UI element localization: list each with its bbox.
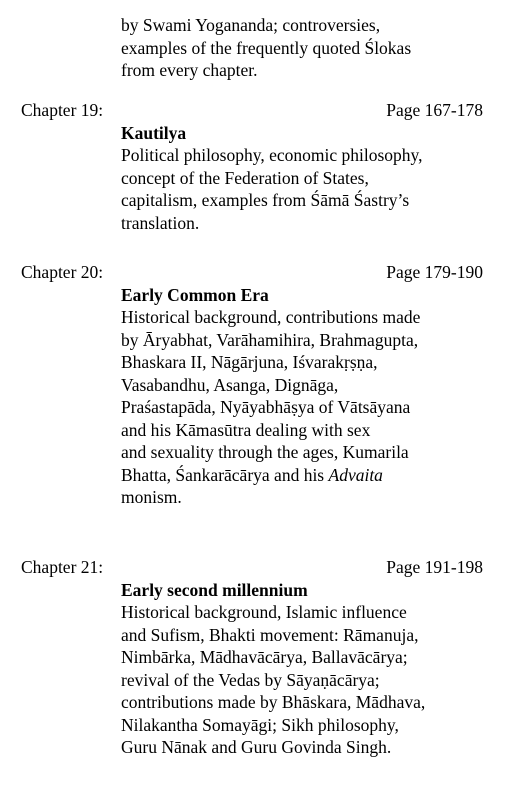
chapter-description [121,284,496,509]
description-line: concept of the Federation of States, [121,167,369,188]
chapter-heading-row [0,556,505,579]
intro-paragraph [121,14,496,82]
description-line: Political philosophy, economic philosophy, [121,145,423,165]
description-line: and his Kāmasūtra dealing with sex [121,419,371,440]
description-line: translation. [121,212,200,233]
intro-line: by Swami Yogananda; controversies, [121,15,381,35]
description-line: Bhaskara II, Nāgārjuna, Iśvarakṛṣṇa, [121,352,378,372]
description-line: Nimbārka, Mādhavācārya, Ballavācārya; [121,647,408,667]
description-text: Bhatta, Śankarācārya and his [121,464,325,485]
chapter-label: Chapter 20: [21,262,104,282]
description-line: Nilakantha Somayāgi; Sikh philosophy, [121,714,399,735]
chapter-label: Chapter 21: [21,557,104,577]
description-line: capitalism, examples from Śāmā Śastry’s [121,190,410,210]
description-line: Historical background, contributions made [121,307,421,327]
italic-term: Advaita [328,464,383,485]
intro-line: examples of the frequently quoted Ślokas [121,37,412,58]
description-line: Vasabandhu, Asanga, Dignāga, [121,374,339,395]
description-line [121,464,496,487]
description-line: revival of the Vedas by Sāyaṇācārya; [121,669,380,690]
description-line: Guru Nānak and Guru Govinda Singh. [121,737,392,757]
description-line: Praśastapāda, Nyāyabhāṣya of Vātsāyana [121,397,411,417]
description-line: contributions made by Bhāskara, Mādhava, [121,692,426,712]
chapter-description [121,579,496,759]
description-line: and Sufism, Bhakti movement: Rāmanuja, [121,624,419,645]
chapter-heading-row [0,261,505,284]
chapter-page-range: Page 191-198 [386,557,483,577]
description-line: by Āryabhat, Varāhamihira, Brahmagupta, [121,329,419,350]
chapter-entry-20 [0,261,505,509]
intro-line: from every chapter. [121,60,258,80]
chapter-label: Chapter 19: [21,100,104,120]
chapter-entry-19 [0,99,505,234]
chapter-page-range: Page 179-190 [386,262,483,282]
description-line: monism. [121,487,182,507]
chapter-page-range: Page 167-178 [386,100,483,120]
chapter-heading-row [0,99,505,122]
chapter-title: Early Common Era [121,284,269,305]
chapter-description [121,122,496,235]
description-line: Historical background, Islamic influence [121,602,407,622]
description-line: and sexuality through the ages, Kumarila [121,442,409,462]
chapter-title: Kautilya [121,122,187,143]
chapter-entry-21 [0,556,505,759]
chapter-title: Early second millennium [121,579,308,600]
